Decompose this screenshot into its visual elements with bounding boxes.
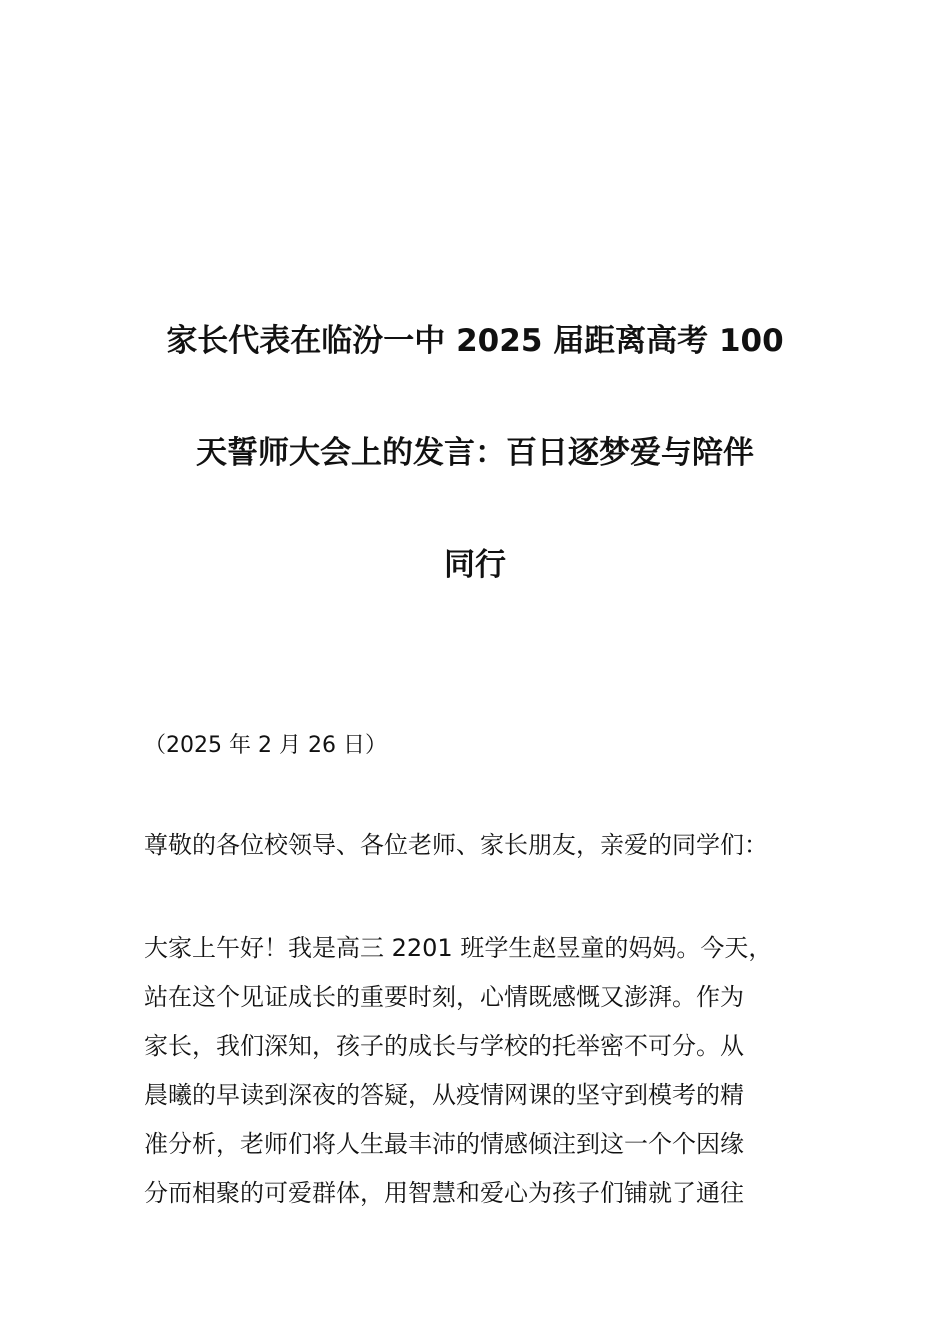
speech-date: （2025 年 2 月 26 日）: [144, 733, 387, 758]
body-paragraph: [144, 924, 814, 1218]
salutation: 尊敬的各位校领导、各位老师、家长朋友，亲爱的同学们：: [144, 831, 768, 859]
title-line-1: 家长代表在临汾一中 2025 届距离高考 100: [166, 323, 784, 359]
paragraph-line: 分而相聚的可爱群体，用智慧和爱心为孩子们铺就了通往: [144, 1179, 744, 1207]
paragraph-line: 站在这个见证成长的重要时刻，心情既感慨又澎湃。作为: [144, 983, 744, 1011]
paragraph-line: 晨曦的早读到深夜的答疑，从疫情网课的坚守到模考的精: [144, 1081, 744, 1109]
title-line-3: 同行: [444, 547, 506, 583]
title-line-2: 天誓师大会上的发言：百日逐梦爱与陪伴: [196, 435, 754, 471]
document-title: [140, 285, 810, 621]
paragraph-line: 大家上午好！我是高三 2201 班学生赵昱童的妈妈。今天，: [144, 934, 773, 962]
paragraph-line: 家长，我们深知，孩子的成长与学校的托举密不可分。从: [144, 1032, 744, 1060]
paragraph-line: 准分析，老师们将人生最丰沛的情感倾注到这一个个因缘: [144, 1130, 744, 1158]
